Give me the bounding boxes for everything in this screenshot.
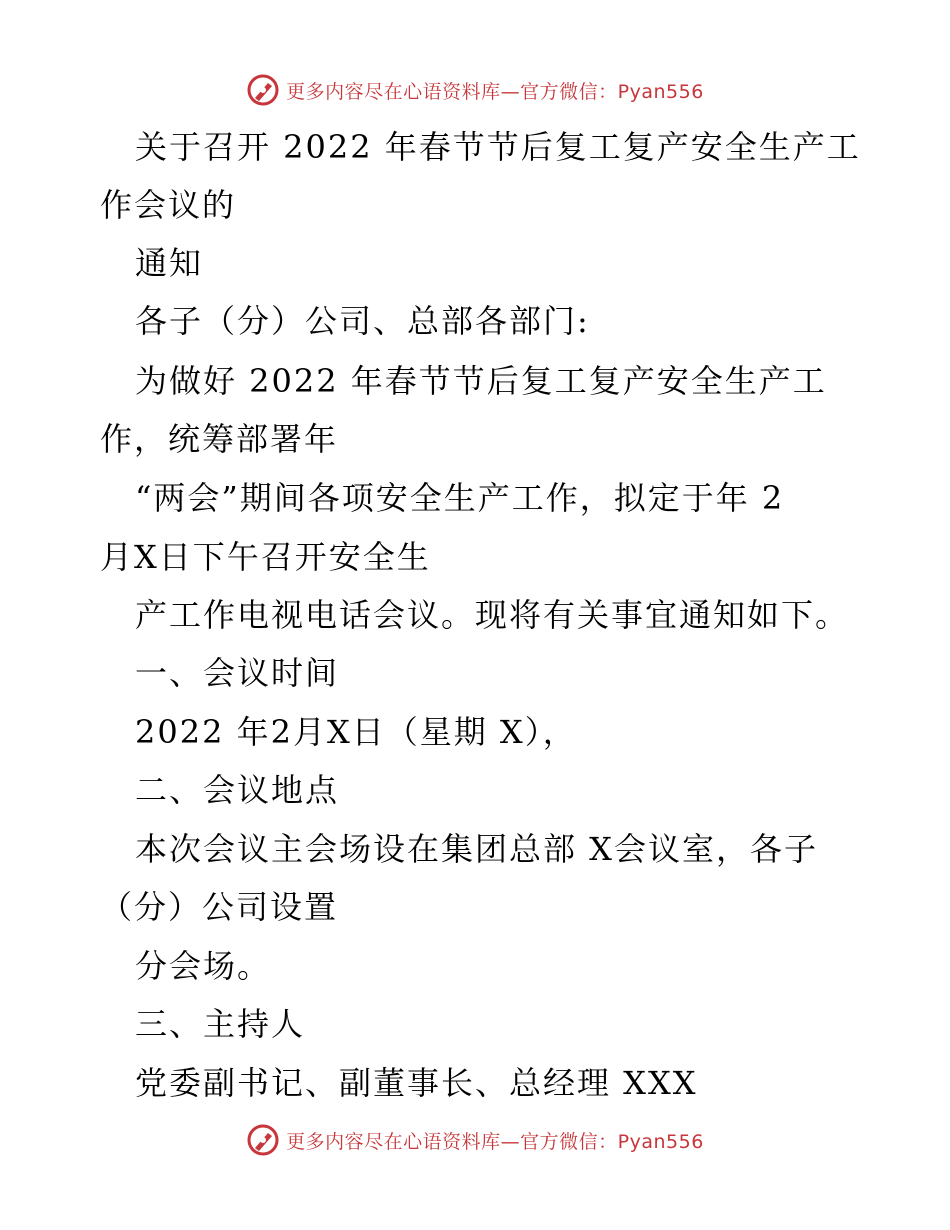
- paragraph-line: 产工作电视电话会议。现将有关事宜通知如下。: [135, 596, 850, 634]
- watermark-text: 更多内容尽在心语资料库—官方微信：Pyan556: [286, 1130, 704, 1153]
- title-line-3: 通知: [135, 244, 204, 282]
- pen-logo-icon: [246, 1123, 280, 1157]
- section-heading-location: 二、会议地点: [135, 771, 340, 809]
- paragraph-line: 为做好 2022 年春节节后复工复产安全生产工: [135, 362, 827, 400]
- meeting-date: 2022 年2月X日（星期 X），: [135, 713, 577, 751]
- watermark-footer: [0, 1120, 950, 1160]
- pen-logo-icon: [246, 73, 280, 107]
- watermark-text: 更多内容尽在心语资料库—官方微信：Pyan556: [286, 80, 704, 103]
- host-name: 党委副书记、副董事长、总经理 XXX: [135, 1064, 698, 1102]
- paragraph-line: “两会”期间各项安全生产工作，拟定于年 2: [135, 479, 785, 517]
- title-line-1: 关于召开 2022 年春节节后复工复产安全生产工: [135, 128, 861, 166]
- paragraph-line: （分）公司设置: [100, 888, 339, 926]
- paragraph-line: 月X日下午召开安全生: [100, 538, 431, 576]
- watermark-header: [0, 70, 950, 110]
- section-heading-time: 一、会议时间: [135, 654, 340, 692]
- paragraph-line: 本次会议主会场设在集团总部 X会议室，各子: [135, 830, 818, 868]
- title-line-2: 作会议的: [100, 186, 237, 224]
- section-heading-host: 三、主持人: [135, 1005, 306, 1043]
- paragraph-line: 分会场。: [135, 947, 272, 985]
- salutation: 各子（分）公司、总部各部门:: [135, 302, 590, 340]
- paragraph-line: 作，统筹部署年: [100, 420, 339, 458]
